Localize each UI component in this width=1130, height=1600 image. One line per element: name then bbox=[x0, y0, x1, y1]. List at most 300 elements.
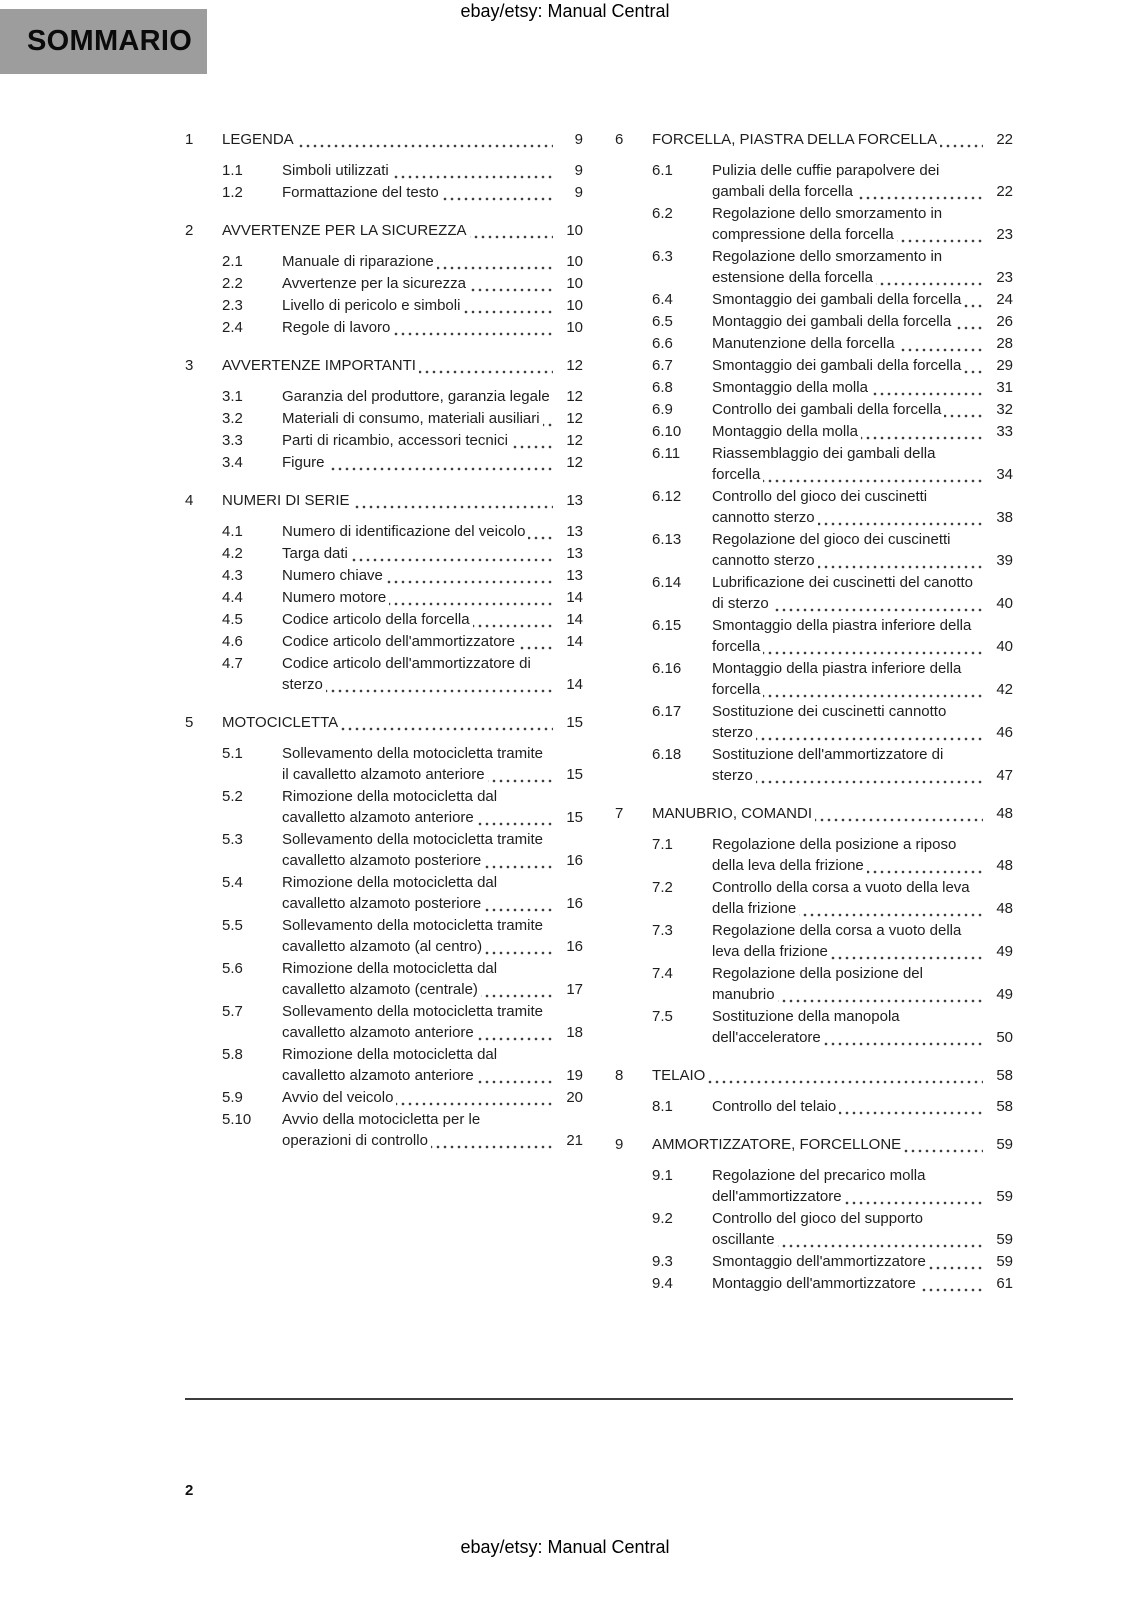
toc-entry-number: 5.2 bbox=[222, 788, 243, 805]
sommario-header-box bbox=[0, 9, 207, 74]
toc-entry-leader bbox=[712, 486, 983, 528]
toc-entry-title: Targa dati bbox=[282, 545, 351, 564]
toc-entry bbox=[185, 587, 583, 608]
toc-entry-number: 4.4 bbox=[222, 589, 243, 606]
toc-entry-leader bbox=[652, 1065, 983, 1086]
toc-entry-page-number: 58 bbox=[996, 1067, 1013, 1084]
toc-entry-page-number: 14 bbox=[566, 633, 583, 650]
toc-entry-leader bbox=[282, 295, 553, 316]
toc-entry-number: 1.2 bbox=[222, 184, 243, 201]
toc-entry-leader bbox=[282, 430, 553, 451]
toc-entry-number: 8.1 bbox=[652, 1098, 673, 1115]
toc-entry bbox=[185, 386, 583, 407]
toc-entry-leader bbox=[282, 786, 553, 828]
toc-entry-number: 5.9 bbox=[222, 1089, 243, 1106]
toc-entry-title: Montaggio della piastra inferiore della forcella bbox=[712, 660, 962, 698]
toc-entry-number: 5.1 bbox=[222, 745, 243, 762]
toc-entry-page-number: 14 bbox=[566, 611, 583, 628]
toc-entry-leader bbox=[282, 829, 553, 871]
toc-entry-leader bbox=[282, 452, 553, 473]
toc-entry-title: NUMERI DI SERIE bbox=[222, 492, 353, 511]
toc-entry bbox=[615, 1273, 1013, 1294]
toc-entry-leader bbox=[712, 203, 983, 245]
toc-entry-page-number: 24 bbox=[996, 291, 1013, 308]
toc-entry-leader bbox=[282, 408, 553, 429]
toc-entry-page-number: 40 bbox=[996, 595, 1013, 612]
toc-entry bbox=[185, 273, 583, 294]
toc-entry-number: 6 bbox=[615, 131, 624, 148]
toc-entry bbox=[615, 963, 1013, 1005]
toc-entry-page-number: 13 bbox=[566, 492, 583, 509]
toc-entry-leader bbox=[712, 572, 983, 614]
toc-entry bbox=[185, 220, 583, 241]
toc-entry-number: 9 bbox=[615, 1136, 624, 1153]
toc-entry-title: AVVERTENZE PER LA SICUREZZA bbox=[222, 222, 470, 241]
toc-entry-title: Sostituzione dell'ammortizzatore di sterzo bbox=[712, 746, 944, 784]
toc-entry-leader bbox=[712, 377, 983, 398]
toc-entry-title: Sostituzione della manopola dell'acceleratore bbox=[712, 1008, 900, 1046]
toc-entry-number: 7.5 bbox=[652, 1008, 673, 1025]
toc-entry-leader bbox=[712, 658, 983, 700]
toc-entry-number: 4 bbox=[185, 492, 194, 509]
toc-entry-page-number: 59 bbox=[996, 1188, 1013, 1205]
toc-entry-title: Avvio del veicolo bbox=[282, 1089, 396, 1108]
header-watermark: ebay/etsy: Manual Central bbox=[460, 1, 670, 21]
toc-entry-number: 7.2 bbox=[652, 879, 673, 896]
toc-column-right bbox=[615, 129, 1013, 1294]
toc-entry-number: 2.4 bbox=[222, 319, 243, 336]
toc-entry bbox=[615, 529, 1013, 571]
toc-entry-number: 6.14 bbox=[652, 574, 682, 591]
toc-entry bbox=[185, 712, 583, 733]
toc-entry-leader bbox=[282, 565, 553, 586]
toc-entry-page-number: 49 bbox=[996, 986, 1013, 1003]
toc-entry-page-number: 26 bbox=[996, 313, 1013, 330]
toc-entry-title: Smontaggio della piastra inferiore della forcella bbox=[712, 617, 972, 655]
toc-entry bbox=[185, 786, 583, 828]
toc-entry-page-number: 48 bbox=[996, 805, 1013, 822]
toc-entry-page-number: 23 bbox=[996, 226, 1013, 243]
toc-entry-leader bbox=[282, 653, 553, 695]
toc-entry-number: 6.6 bbox=[652, 335, 673, 352]
toc-entry bbox=[185, 1109, 583, 1151]
toc-entry-page-number: 13 bbox=[566, 567, 583, 584]
toc-entry-page-number: 31 bbox=[996, 379, 1013, 396]
toc-entry-number: 6.7 bbox=[652, 357, 673, 374]
toc-entry-title: Controllo della corsa a vuoto della leva della frizione bbox=[712, 879, 970, 917]
page-number: 2 bbox=[185, 1482, 194, 1499]
toc-entry-leader bbox=[712, 399, 983, 420]
toc-entry-leader bbox=[282, 1044, 553, 1086]
toc-entry-leader bbox=[222, 490, 553, 511]
toc-entry-number: 1 bbox=[185, 131, 194, 148]
toc-entry-number: 3.3 bbox=[222, 432, 243, 449]
toc-entry-page-number: 23 bbox=[996, 269, 1013, 286]
toc-entry-title: Regolazione della posizione del manubrio bbox=[712, 965, 923, 1003]
toc-entry-title: Sollevamento della motocicletta tramite cavalletto alzamoto anteriore bbox=[282, 1003, 543, 1041]
toc-entry-title: Regolazione della posizione a riposo della leva della frizione bbox=[712, 836, 957, 874]
toc-entry-page-number: 39 bbox=[996, 552, 1013, 569]
toc-entry-leader bbox=[712, 333, 983, 354]
toc-entry-page-number: 29 bbox=[996, 357, 1013, 374]
toc-entry-page-number: 15 bbox=[566, 766, 583, 783]
toc-entry-number: 2 bbox=[185, 222, 194, 239]
toc-entry-page-number: 14 bbox=[566, 589, 583, 606]
toc-entry-leader bbox=[712, 615, 983, 657]
toc-entry bbox=[185, 160, 583, 181]
toc-entry bbox=[615, 355, 1013, 376]
toc-entry-page-number: 49 bbox=[996, 943, 1013, 960]
toc-entry bbox=[185, 653, 583, 695]
footer-watermark: ebay/etsy: Manual Central bbox=[460, 1537, 670, 1557]
toc-entry-page-number: 59 bbox=[996, 1136, 1013, 1153]
toc-entry bbox=[615, 421, 1013, 442]
toc-entry-page-number: 10 bbox=[566, 275, 583, 292]
toc-entry-page-number: 22 bbox=[996, 183, 1013, 200]
toc-entry bbox=[615, 486, 1013, 528]
toc-entry-page-number: 17 bbox=[566, 981, 583, 998]
toc-entry-leader bbox=[712, 160, 983, 202]
toc-column-left bbox=[185, 129, 583, 1294]
toc-entry-number: 6.18 bbox=[652, 746, 682, 763]
toc-entry-leader bbox=[282, 273, 553, 294]
toc-entry-leader bbox=[712, 834, 983, 876]
toc-entry-number: 5 bbox=[185, 714, 194, 731]
toc-entry-title: Sostituzione dei cuscinetti cannotto sterzo bbox=[712, 703, 947, 741]
toc-entry-page-number: 33 bbox=[996, 423, 1013, 440]
toc-entry bbox=[185, 829, 583, 871]
toc-entry-number: 5.5 bbox=[222, 917, 243, 934]
toc-entry-number: 4.2 bbox=[222, 545, 243, 562]
toc-entry bbox=[615, 399, 1013, 420]
toc-entry-leader bbox=[712, 877, 983, 919]
toc-entry-page-number: 12 bbox=[566, 357, 583, 374]
toc-entry-number: 8 bbox=[615, 1067, 624, 1084]
toc-entry-leader bbox=[282, 1109, 553, 1151]
page-title: SOMMARIO bbox=[27, 25, 193, 57]
toc-entry-page-number: 59 bbox=[996, 1231, 1013, 1248]
toc-entry-page-number: 12 bbox=[566, 432, 583, 449]
toc-entry-number: 9.1 bbox=[652, 1167, 673, 1184]
toc-entry bbox=[615, 129, 1013, 150]
toc-entry-page-number: 32 bbox=[996, 401, 1013, 418]
toc-entry-leader bbox=[222, 220, 553, 241]
toc-entry-number: 4.7 bbox=[222, 655, 243, 672]
toc-entry-number: 6.4 bbox=[652, 291, 673, 308]
toc-entry-title: Manutenzione della forcella bbox=[712, 335, 898, 354]
toc-entry bbox=[615, 160, 1013, 202]
toc-entry-leader bbox=[282, 386, 553, 407]
toc-entry-page-number: 12 bbox=[566, 410, 583, 427]
toc-entry-page-number: 10 bbox=[566, 297, 583, 314]
toc-entry bbox=[615, 1165, 1013, 1207]
toc-entry-title: Materiali di consumo, materiali ausiliari bbox=[282, 410, 543, 429]
toc-entry-number: 2.2 bbox=[222, 275, 243, 292]
toc-entry bbox=[185, 565, 583, 586]
toc-entry-title: Rimozione della motocicletta dal cavalletto alzamoto posteriore bbox=[282, 874, 498, 912]
toc-entry-page-number: 19 bbox=[566, 1067, 583, 1084]
toc-entry-number: 2.3 bbox=[222, 297, 243, 314]
toc-entry-title: Regolazione della corsa a vuoto della leva della frizione bbox=[712, 922, 962, 960]
toc-entry-number: 6.17 bbox=[652, 703, 682, 720]
toc-entry-title: Pulizia delle cuffie parapolvere dei gambali della forcella bbox=[712, 162, 940, 200]
toc-entry-page-number: 47 bbox=[996, 767, 1013, 784]
toc-entry bbox=[615, 443, 1013, 485]
toc-entry bbox=[185, 915, 583, 957]
toc-entry-number: 6.8 bbox=[652, 379, 673, 396]
toc-entry-title: Regolazione dello smorzamento in estensione della forcella bbox=[712, 248, 943, 286]
toc-entry-number: 7.4 bbox=[652, 965, 673, 982]
toc-entry-number: 5.6 bbox=[222, 960, 243, 977]
toc-entry bbox=[615, 1251, 1013, 1272]
toc-entry-page-number: 40 bbox=[996, 638, 1013, 655]
toc-entry-title: Regolazione dello smorzamento in compressione della forcella bbox=[712, 205, 943, 243]
toc-entry-title: Livello di pericolo e simboli bbox=[282, 297, 463, 316]
toc-entry bbox=[615, 701, 1013, 743]
toc-entry-leader bbox=[712, 246, 983, 288]
table-of-contents bbox=[185, 129, 1013, 1294]
toc-entry-leader bbox=[712, 963, 983, 1005]
toc-entry bbox=[615, 1208, 1013, 1250]
toc-entry-number: 3.2 bbox=[222, 410, 243, 427]
toc-entry-leader bbox=[712, 1273, 983, 1294]
toc-entry-leader bbox=[282, 251, 553, 272]
toc-entry-leader bbox=[282, 1001, 553, 1043]
toc-entry-page-number: 14 bbox=[566, 676, 583, 693]
toc-entry bbox=[185, 129, 583, 150]
toc-entry-page-number: 50 bbox=[996, 1029, 1013, 1046]
toc-entry bbox=[185, 430, 583, 451]
toc-entry-number: 4.3 bbox=[222, 567, 243, 584]
toc-entry-title: Rimozione della motocicletta dal cavalletto alzamoto anteriore bbox=[282, 788, 498, 826]
toc-entry-title: Smontaggio dei gambali della forcella bbox=[712, 291, 964, 310]
toc-entry-title: Manuale di riparazione bbox=[282, 253, 437, 272]
toc-entry-title: Regolazione del precarico molla dell'ammortizzatore bbox=[712, 1167, 926, 1205]
toc-entry-title: Riassemblaggio dei gambali della forcella bbox=[712, 445, 936, 483]
toc-entry-number: 7.3 bbox=[652, 922, 673, 939]
toc-entry-number: 6.2 bbox=[652, 205, 673, 222]
toc-entry bbox=[615, 1065, 1013, 1086]
toc-entry-title: MOTOCICLETTA bbox=[222, 714, 341, 733]
toc-entry-leader bbox=[712, 443, 983, 485]
toc-entry-number: 6.10 bbox=[652, 423, 682, 440]
toc-entry-title: Avvio della motocicletta per le operazioni di controllo bbox=[282, 1111, 481, 1149]
toc-entry-leader bbox=[652, 1134, 983, 1155]
toc-entry-page-number: 13 bbox=[566, 545, 583, 562]
toc-entry-leader bbox=[282, 915, 553, 957]
toc-entry-page-number: 9 bbox=[574, 162, 583, 179]
toc-entry bbox=[615, 877, 1013, 919]
toc-entry-number: 9.4 bbox=[652, 1275, 673, 1292]
toc-entry-number: 5.8 bbox=[222, 1046, 243, 1063]
toc-entry bbox=[615, 289, 1013, 310]
toc-entry-number: 6.9 bbox=[652, 401, 673, 418]
toc-entry bbox=[185, 182, 583, 203]
toc-entry-page-number: 20 bbox=[566, 1089, 583, 1106]
toc-entry-leader bbox=[712, 1165, 983, 1207]
toc-entry-title: Smontaggio della molla bbox=[712, 379, 871, 398]
toc-entry bbox=[615, 1006, 1013, 1048]
toc-entry bbox=[615, 744, 1013, 786]
toc-entry-number: 4.6 bbox=[222, 633, 243, 650]
toc-entry-page-number: 15 bbox=[566, 809, 583, 826]
toc-entry-number: 9.2 bbox=[652, 1210, 673, 1227]
toc-entry-title: Controllo del gioco dei cuscinetti cannotto sterzo bbox=[712, 488, 928, 526]
toc-entry-leader bbox=[282, 872, 553, 914]
toc-entry-leader bbox=[222, 712, 553, 733]
toc-entry-page-number: 48 bbox=[996, 900, 1013, 917]
toc-entry bbox=[615, 615, 1013, 657]
toc-entry-number: 6.16 bbox=[652, 660, 682, 677]
toc-entry-number: 6.12 bbox=[652, 488, 682, 505]
toc-entry-page-number: 16 bbox=[566, 938, 583, 955]
toc-entry-title: Regole di lavoro bbox=[282, 319, 393, 338]
toc-entry-title: Montaggio dei gambali della forcella bbox=[712, 313, 954, 332]
toc-entry-leader bbox=[282, 631, 553, 652]
footer-divider bbox=[185, 1398, 1013, 1400]
toc-entry-page-number: 13 bbox=[566, 523, 583, 540]
toc-entry-page-number: 16 bbox=[566, 852, 583, 869]
toc-entry bbox=[185, 317, 583, 338]
toc-entry-title: Rimozione della motocicletta dal cavalletto alzamoto anteriore bbox=[282, 1046, 498, 1084]
toc-entry-number: 6.11 bbox=[652, 445, 681, 462]
toc-entry-leader bbox=[222, 129, 553, 150]
toc-entry-leader bbox=[712, 529, 983, 571]
toc-entry-title: Montaggio della molla bbox=[712, 423, 861, 442]
toc-entry bbox=[185, 1087, 583, 1108]
toc-entry bbox=[185, 743, 583, 785]
toc-entry-title: Figure bbox=[282, 454, 328, 473]
toc-entry-title: Controllo dei gambali della forcella bbox=[712, 401, 944, 420]
toc-entry-title: Simboli utilizzati bbox=[282, 162, 392, 181]
toc-entry-page-number: 22 bbox=[996, 131, 1013, 148]
toc-entry bbox=[185, 251, 583, 272]
toc-entry-number: 3.4 bbox=[222, 454, 243, 471]
toc-entry bbox=[615, 203, 1013, 245]
toc-entry-title: Sollevamento della motocicletta tramite il cavalletto alzamoto anteriore bbox=[282, 745, 543, 783]
toc-entry-page-number: 61 bbox=[996, 1275, 1013, 1292]
toc-entry-number: 9.3 bbox=[652, 1253, 673, 1270]
toc-entry-number: 1.1 bbox=[222, 162, 243, 179]
toc-entry bbox=[615, 572, 1013, 614]
toc-entry-leader bbox=[712, 920, 983, 962]
toc-entry-number: 6.15 bbox=[652, 617, 682, 634]
toc-entry-leader bbox=[712, 1006, 983, 1048]
toc-entry-number: 6.13 bbox=[652, 531, 682, 548]
toc-entry-title: LEGENDA bbox=[222, 131, 297, 150]
toc-entry bbox=[185, 958, 583, 1000]
toc-entry bbox=[615, 377, 1013, 398]
toc-entry-leader bbox=[652, 803, 983, 824]
toc-entry-number: 5.10 bbox=[222, 1111, 252, 1128]
toc-entry bbox=[615, 920, 1013, 962]
toc-entry bbox=[185, 543, 583, 564]
toc-entry-leader bbox=[282, 160, 553, 181]
toc-entry-leader bbox=[712, 1251, 983, 1272]
toc-entry-title: Montaggio dell'ammortizzatore bbox=[712, 1275, 919, 1294]
toc-entry-number: 3 bbox=[185, 357, 194, 374]
toc-entry bbox=[615, 1134, 1013, 1155]
toc-entry-page-number: 21 bbox=[566, 1132, 583, 1149]
toc-entry-title: Lubrificazione dei cuscinetti del canotto di sterzo bbox=[712, 574, 973, 612]
toc-entry-number: 7 bbox=[615, 805, 624, 822]
toc-entry-leader bbox=[282, 521, 553, 542]
toc-entry-page-number: 9 bbox=[574, 131, 583, 148]
toc-entry-number: 2.1 bbox=[222, 253, 243, 270]
toc-entry bbox=[615, 246, 1013, 288]
toc-entry-page-number: 18 bbox=[566, 1024, 583, 1041]
toc-entry-number: 7.1 bbox=[652, 836, 673, 853]
toc-entry bbox=[185, 490, 583, 511]
toc-entry-title: MANUBRIO, COMANDI bbox=[652, 805, 815, 824]
toc-entry-number: 3.1 bbox=[222, 388, 243, 405]
toc-entry-number: 6.1 bbox=[652, 162, 673, 179]
toc-entry-leader bbox=[712, 311, 983, 332]
toc-entry bbox=[185, 872, 583, 914]
toc-entry-title: Numero motore bbox=[282, 589, 389, 608]
toc-entry-title: Controllo del gioco del supporto oscillante bbox=[712, 1210, 923, 1248]
toc-entry-title: Regolazione del gioco dei cuscinetti cannotto sterzo bbox=[712, 531, 951, 569]
toc-entry bbox=[615, 658, 1013, 700]
toc-entry-number: 4.5 bbox=[222, 611, 243, 628]
toc-entry-leader bbox=[282, 182, 553, 203]
toc-entry-page-number: 9 bbox=[574, 184, 583, 201]
toc-entry-leader bbox=[712, 701, 983, 743]
toc-entry-title: Codice articolo dell'ammortizzatore di sterzo bbox=[282, 655, 531, 693]
toc-entry-leader bbox=[282, 1087, 553, 1108]
toc-entry-title: Controllo del telaio bbox=[712, 1098, 839, 1117]
toc-entry-leader bbox=[222, 355, 553, 376]
toc-entry-number: 6.3 bbox=[652, 248, 673, 265]
toc-entry-page-number: 48 bbox=[996, 857, 1013, 874]
toc-entry-number: 5.4 bbox=[222, 874, 243, 891]
toc-entry-leader bbox=[282, 958, 553, 1000]
toc-entry-title: FORCELLA, PIASTRA DELLA FORCELLA bbox=[652, 131, 940, 150]
toc-entry-page-number: 42 bbox=[996, 681, 1013, 698]
toc-entry-page-number: 46 bbox=[996, 724, 1013, 741]
toc-entry-title: Parti di ricambio, accessori tecnici bbox=[282, 432, 511, 451]
toc-entry-page-number: 16 bbox=[566, 895, 583, 912]
toc-entry-title: Rimozione della motocicletta dal cavalletto alzamoto (centrale) bbox=[282, 960, 498, 998]
toc-entry-title: Codice articolo dell'ammortizzatore bbox=[282, 633, 518, 652]
toc-entry-title: Numero di identificazione del veicolo bbox=[282, 523, 528, 542]
toc-entry bbox=[185, 1001, 583, 1043]
toc-entry-page-number: 28 bbox=[996, 335, 1013, 352]
toc-entry-title: Avvertenze per la sicurezza bbox=[282, 275, 469, 294]
toc-entry bbox=[185, 355, 583, 376]
toc-entry-number: 5.3 bbox=[222, 831, 243, 848]
toc-entry bbox=[185, 452, 583, 473]
toc-entry-number: 5.7 bbox=[222, 1003, 243, 1020]
toc-entry-title: TELAIO bbox=[652, 1067, 708, 1086]
toc-entry-page-number: 38 bbox=[996, 509, 1013, 526]
toc-entry-title: Sollevamento della motocicletta tramite cavalletto alzamoto (al centro) bbox=[282, 917, 543, 955]
toc-entry-page-number: 10 bbox=[566, 222, 583, 239]
toc-entry bbox=[185, 295, 583, 316]
toc-entry bbox=[185, 408, 583, 429]
toc-entry-leader bbox=[712, 289, 983, 310]
toc-entry bbox=[615, 311, 1013, 332]
toc-entry-leader bbox=[712, 355, 983, 376]
toc-entry-title: AMMORTIZZATORE, FORCELLONE bbox=[652, 1136, 904, 1155]
toc-entry-page-number: 12 bbox=[566, 454, 583, 471]
toc-entry bbox=[615, 333, 1013, 354]
toc-entry-leader bbox=[282, 543, 553, 564]
toc-entry-title: Codice articolo della forcella bbox=[282, 611, 473, 630]
toc-entry bbox=[615, 803, 1013, 824]
toc-entry-title: Smontaggio dell'ammortizzatore bbox=[712, 1253, 929, 1272]
toc-entry-title: Garanzia del produttore, garanzia legale bbox=[282, 388, 553, 407]
